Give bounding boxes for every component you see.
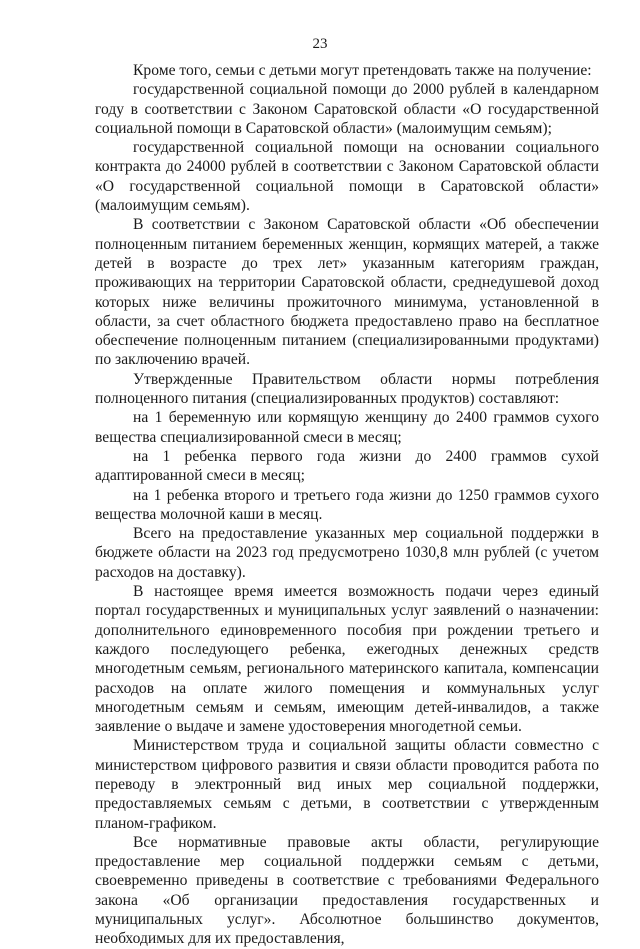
paragraph-digital-transfer: Министерством труда и социальной защиты области совместно с министерством цифрового развития и связи области проводится работа по переводу в электронный вид иных мер социальной поддержки, предоставляемых семьям с детьми, в соответствии с утвержденным планом-графиком. — [95, 737, 599, 832]
paragraph-nutrition-norms: Утвержденные Правительством области нормы потребления полноценного питания (специализированных продуктов) составляют: — [95, 370, 599, 408]
paragraph-state-aid-annual: государственной социальной помощи до 2000 рублей в календарном году в соответствии с Законом Саратовской области «О государственной социальной помощи в Саратовской области» (малоимущим семьям); — [95, 81, 599, 137]
page-number: 23 — [312, 36, 328, 52]
paragraph-norm-first-year: на 1 ребенка первого года жизни до 2400 граммов сухой адаптированной смеси в месяц; — [95, 447, 599, 485]
paragraph-portal: В настоящее время имеется возможность подачи через единый портал государственных и муниципальных услуг заявлений о назначении: дополнительного единовременного пособия при рождении третьего и каждого последующего ребенка, ежегодных денежных средств многодетным семьям, регионального материнского капитала, компенсации расходов на оплате жилого помещения и коммунальных услуг многодетным семьям и семьям, имеющим детей-инвалидов, а также заявление о выдаче и замене удостоверения многодетной семьи. — [95, 583, 599, 736]
paragraph-intro: Кроме того, семьи с детьми могут претендовать также на получение: — [133, 62, 592, 79]
paragraph-norm-pregnant: на 1 беременную или кормящую женщину до 2400 граммов сухого вещества специализированной смеси в месяц; — [95, 409, 599, 446]
document-body — [95, 61, 599, 949]
paragraph-norm-second-third-year: на 1 ребенка второго и третьего года жизни до 1250 граммов сухого вещества молочной каши в месяц. — [95, 486, 599, 523]
paragraph-social-contract: государственной социальной помощи на основании социального контракта до 24000 рублей в соответствии с Законом Саратовской области «О государственной социальной помощи в Саратовской области» (малоимущим семьям). — [95, 139, 599, 215]
paragraph-nutrition-law: В соответствии с Законом Саратовской области «Об обеспечении полноценным питанием беременных женщин, кормящих матерей, а также детей в возрасте до трех лет» указанным категориям граждан, проживающих на территории Саратовской области, среднедушевой доход которых ниже величины прожиточного минимума, установленной в области, за счет областного бюджета предоставлено право на бесплатное обеспечение полноценным питанием (специализированными продуктами) по заключению врачей. — [95, 216, 599, 369]
paragraph-budget: Всего на предоставление указанных мер социальной поддержки в бюджете области на 2023 год предусмотрено 1030,8 млн рублей (с учетом расходов на доставку). — [95, 525, 599, 581]
paragraph-regulations: Все нормативные правовые акты области, регулирующие предоставление мер социальной поддержки семьям с детьми, своевременно приведены в соответствие с требованиями Федерального закона «Об организации предоставления государственных и муниципальных услуг». Абсолютное большинство документов, необходимых для их предоставления, — [95, 833, 599, 948]
